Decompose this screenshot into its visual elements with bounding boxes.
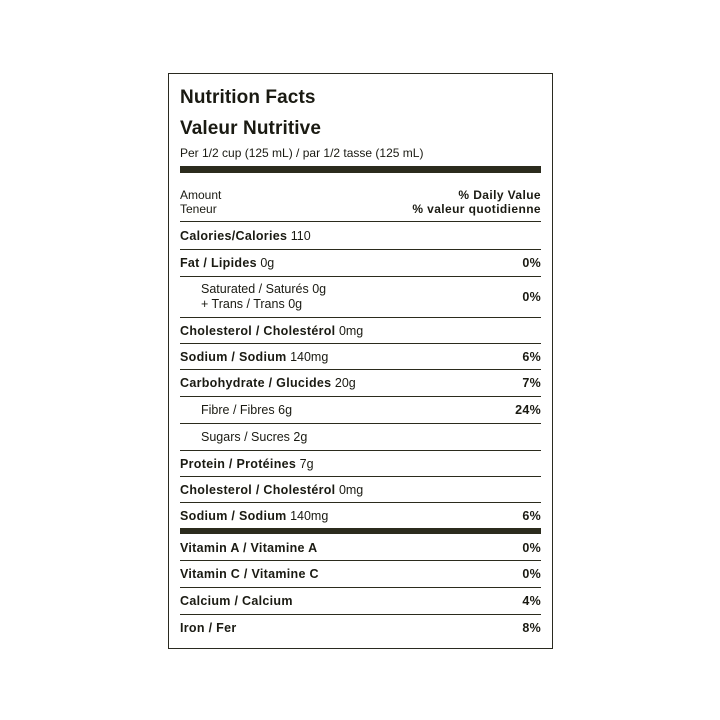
nutrient-label (180, 509, 328, 523)
nutrient-amount: 2g (293, 430, 308, 444)
nutrient-name: Carbohydrate / Glucides (180, 376, 332, 390)
nutrient-name: Calcium / Calcium (180, 594, 293, 608)
nutrient-label (180, 457, 314, 471)
amount-header-en: Amount (180, 188, 222, 202)
daily-value-header-fr: % valeur quotidienne (412, 202, 541, 216)
title-english: Nutrition Facts (180, 87, 316, 108)
daily-value: 8% (522, 620, 541, 635)
nutrient-row-cholesterol (180, 318, 541, 344)
thick-divider-top (180, 166, 541, 173)
nutrient-label (180, 256, 274, 270)
nutrient-label (180, 541, 317, 555)
nutrient-name: Iron / Fer (180, 620, 237, 635)
daily-value: 6% (522, 349, 541, 364)
amount-header (180, 188, 221, 216)
nutrient-label (180, 324, 363, 338)
nutrient-amount: 20g (334, 376, 356, 390)
nutrient-label (180, 483, 363, 497)
nutrient-row-calcium (180, 588, 541, 615)
nutrient-row-cholesterol-2 (180, 477, 541, 503)
daily-value: 0% (522, 290, 541, 304)
nutrient-row-fibre (180, 397, 541, 424)
nutrient-label (180, 430, 307, 444)
nutrient-amount: 110 (290, 228, 311, 243)
nutrient-amount: 0g (312, 282, 327, 296)
nutrient-row-sodium (180, 344, 541, 370)
nutrient-name: Fibre / Fibres (201, 403, 275, 417)
daily-value: 0% (522, 567, 541, 581)
nutrient-label (180, 567, 319, 581)
nutrient-label (180, 229, 311, 243)
nutrient-name: Sodium / Sodium (180, 508, 287, 523)
nutrient-amount: 140mg (290, 508, 329, 523)
daily-value: 24% (515, 403, 541, 417)
nutrient-name: Sugars / Sucres (201, 430, 290, 444)
nutrient-name: Calories/Calories (180, 228, 288, 243)
nutrient-name: Cholesterol / Cholestérol (180, 482, 336, 497)
nutrient-label (180, 282, 326, 312)
nutrient-amount: 140mg (290, 349, 329, 364)
nutrient-row-sodium-2 (180, 503, 541, 534)
daily-value: 0% (522, 540, 541, 555)
nutrient-name: Vitamin A / Vitamine A (180, 540, 318, 555)
nutrient-label (180, 376, 356, 390)
nutrient-amount: 6g (278, 403, 293, 417)
nutrient-row-calories (180, 222, 541, 250)
nutrient-row-sugars (180, 424, 541, 451)
nutrient-amount: 0mg (338, 482, 364, 497)
daily-value: 7% (522, 376, 541, 390)
nutrient-row-vitamin-a (180, 535, 541, 561)
nutrient-amount: 0g (260, 256, 275, 270)
nutrient-name: Fat / Lipides (180, 256, 257, 270)
nutrient-name: Protein / Protéines (180, 456, 297, 471)
nutrient-row-protein (180, 451, 541, 477)
nutrient-label (180, 350, 328, 364)
nutrient-row-fat (180, 250, 541, 277)
nutrient-amount: 0g (288, 297, 303, 311)
daily-value: 6% (522, 508, 541, 523)
daily-value: 4% (522, 594, 541, 608)
nutrient-label (180, 594, 293, 608)
nutrient-name: Saturated / Saturés (201, 282, 309, 296)
nutrition-facts-content (180, 74, 541, 648)
nutrition-facts-panel (168, 73, 553, 649)
amount-header-fr: Teneur (180, 202, 217, 216)
nutrient-row-carbohydrate (180, 370, 541, 397)
trans-line (201, 297, 326, 312)
saturated-line (201, 282, 326, 297)
nutrient-name: Sodium / Sodium (180, 349, 287, 364)
nutrient-amount: 0mg (338, 323, 364, 338)
daily-value: 0% (522, 256, 541, 270)
daily-value-header (412, 188, 541, 216)
nutrient-row-iron (180, 615, 541, 640)
serving-size: Per 1/2 cup (125 mL) / par 1/2 tasse (125 mL) (180, 146, 424, 160)
nutrient-name: + Trans / Trans (201, 297, 285, 311)
daily-value-header-en: % Daily Value (458, 188, 541, 202)
nutrient-label (180, 403, 292, 417)
nutrient-row-saturated-trans (180, 277, 541, 318)
nutrient-row-vitamin-c (180, 561, 541, 588)
nutrient-name: Vitamin C / Vitamine C (180, 567, 319, 581)
nutrient-amount: 7g (299, 456, 314, 471)
nutrient-label (180, 621, 236, 635)
title-french: Valeur Nutritive (180, 118, 321, 139)
nutrient-name: Cholesterol / Cholestérol (180, 323, 336, 338)
